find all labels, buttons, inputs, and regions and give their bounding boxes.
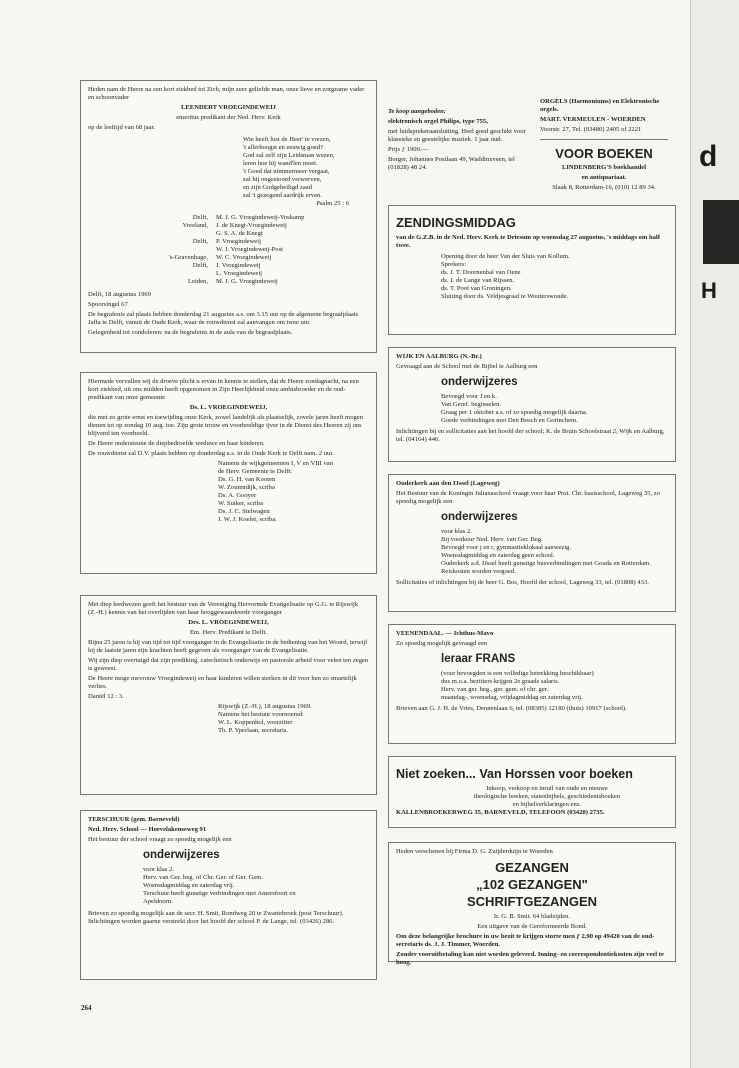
- vacancy-veenendaal: VEENENDAAL. — Ichthus-Mavo Zo spoedig mogelijk gevraagd een leraar FRANS (voor bevoegden is een volledige betrekking beschikbaar) dus m.o.a. bezitters krijgen 2e graads salaris. Herv. van ger. beg., ger. gem. of chr. ger. maandag-, woensdag, vrijdagmiddag en zaterdag vrij. Brieven aan G. J. H. de Vries, Dennenlaan 6, tel. (08385) 12180 (thuis) 10917 (school).: [388, 624, 676, 744]
- obituary-notice-evangelisation: Met diep leedwezen geeft het bestuur van de Vereniging Hervormde Evangelisatie op G.G. te Rijswijk (Z.-H.) kennis van het overlijden van haar hooggewaardeerde voorganger Drs. L. VROEGINDEWEIJ, Em. Herv. Predikant te Delft. Bijna 25 jaren is hij van tijd tot tijd voorganger in de Evangelisatie in de bediening van het Woord, terwijl hij de laatste jaren zijn krachten heeft gegeven als voorganger van de Evangelisatie. Wij zijn diep overtuigd dat zijn prediking, catechetisch onderwijs en pastorale arbeid voor velen ten zegen is geweest. De Heere moge mevrouw Vroegindeweij en haar kinderen willen sterken in dit voor hen zo smartelijk verlies. Daniël 12 : 3. Rijswijk (Z.-H.), 18 augustus 1969. Namens het bestuur voornoemd: W. L. Koppenhol, voorzitter Th. P. Yperlaan, secretaris.: [80, 595, 377, 795]
- obituary-notice-congregation: Hiermede vervullen wij de droeve plicht u ervan in kennis te stellen, dat de Heere zondagnacht, na een kort ziekbed, uit ons midden heeft opgenomen in Zijn Heerlijkheid onze ambtsbroeder en de oud-predikant van onze gemeente Ds. L. VROEGINDEWEIJ, die met zo grote ernst en toewijding onze Kerk, zowel landelijk als plaatselijk, zovele jaren heeft mogen dienen tot op zondag 10 aug. toe. Zijn grote trouw en voorbeeldige ijver in de Dienst des Heeren zij ons blijvend ten voorbeeld. De Heere ondersteune de diepbedroefde weduwe en haar kinderen. De rouwdienst zal D.V. plaats hebben op donderdag a.s. in de Oude Kerk te Delft nam. 2 uur. Namens de wijkgemeenten I, V en VIII van de Herv. Gemeente te Delft: Ds. G. H. van Kooten W. Zoutendijk, scriba Ds. A. Gooyer W. Suiker, scriba Ds. J. C. Stelwagen J. W. J. Koelet, scriba.: [80, 372, 377, 574]
- ad-organ-for-sale: Te koop aangeboden: elektronisch orgel Philips, type 755, met luidsprekeraansluiting. Heel goed geschikt voor klassieke en geestelijke muziek. 1 jaar oud. Prijs ƒ 1900.— Borger, Johannes Postlaan 49, Waddinxveen, tel (01828) 48 24.: [388, 108, 526, 171]
- ad-mission-afternoon: ZENDINGSMIDDAG van de G.Z.B. in de Ned. Herv. Kerk te Driesum op woensdag 27 augustus, 's middags om half twee. Opening door de heer Van der Sluis van Kollum. Sprekers: ds. J. T. Doornenbal van Oene ds. J. de Lange van Rijssen. ds. T. Poot van Groningen. Sluiting door ds. Veldjesgraaf te Wouterswoude.: [388, 205, 676, 335]
- brochure-title: SCHRIFTGEZANGEN: [467, 894, 597, 909]
- ad-organs-dealer: ORGELS (Harmoniums) en Elektronische orgels. MART. VERMEULEN - WOERDEN Voorstr. 27, Tel. (03480) 2405 of 2221: [540, 98, 660, 133]
- obituary-intro: Heden nam de Heere na een kort ziekbed tot Zich, mijn zeer geliefde man, onze lieve en zorgzame vader en schoonvader: [88, 86, 365, 101]
- brochure-title: GEZANGEN: [495, 860, 569, 875]
- vacancy-heading: onderwijzeres: [441, 511, 518, 523]
- condolence-info: Gelegenheid tot condoleren: na de begrafenis in de aula van de begraafplaats.: [88, 329, 293, 336]
- funeral-info: De begrafenis zal plaats hebben donderdag 21 augustus a.s. om 3.15 uur op de algemene begraafplaats Jaffa te Delft, vanuit de Oude Kerk, waar de rouwdienst zal aanvangen om twee uur.: [88, 311, 359, 326]
- bible-verse: Daniël 12 : 3.: [88, 693, 124, 700]
- ad-heading: VOOR BOEKEN: [555, 146, 653, 161]
- adjacent-page-fragment: H: [701, 278, 717, 303]
- adjacent-page-image: [703, 200, 739, 264]
- deceased-age: op de leeftijd van 68 jaar.: [88, 124, 156, 131]
- deceased-title: emeritus predikant der Ned. Herv. Kerk: [176, 114, 281, 121]
- vacancy-ouderkerk: Ouderkerk aan den IJssel (Lageweg) Het Bestuur van de Koningin Julianaschool vraagt voor haar Prot. Chr. basisschool, Lageweg 35, zo spoedig mogelijk een onderwijzeres voor klas 2. Bij voorkeur Ned. Herv. van Ger. Beg. Bevoegd voor j en r, gymnastieklokaal aanwezig. Woensdagmiddag en zaterdag geen school. Ouderkerk a.d. IJssel heeft gunstige busverbindingen met Gouda en Rotterdam. Reiskosten worden vergoed. Sollicitaties of inlichtingen bij de heer G. Bos, Hoofd der school, Lageweg 33, tel. (01808) 433.: [388, 474, 676, 612]
- notice-address: Spoorsingel 67: [88, 301, 128, 308]
- ad-van-horssen-books: Niet zoeken... Van Horssen voor boeken Inkoop, verkoop en inruil van oude en nieuwe theologische boeken, statenbijbels, geschiedenisboeken en bijbelverklaringen enz. KALLENBROEKERWEG 35, BARNEVELD, TELEFOON (03420) 2735.: [388, 756, 676, 828]
- page-number: 264: [81, 1004, 92, 1012]
- ad-gezangen-brochure: Heden verschenen bij Firma D. G. Zuijderduijn te Woerden GEZANGEN „102 GEZANGEN" SCHRIFTGEZANGEN Ir. G. B. Smit. 64 bladzijden. Een uitgave van de Gereformeerde Bond. Om deze belangrijke brochure in uw bezit te krijgen storte men ƒ 2,90 op 49420 van de oud-secretaris ds. J. J. Timmer, Woerden. Zonder vooruitbetaling kan niet worden geleverd. Inning- en correspondentiekosten zijn veel te hoog.: [388, 842, 676, 962]
- signatories: Rijswijk (Z.-H.), 18 augustus 1969. Namens het bestuur voornoemd: W. L. Koppenhol, voorzitter Th. P. Yperlaan, secretaris.: [218, 703, 312, 734]
- signatories: Namens de wijkgemeenten I, V en VIII van de Herv. Gemeente te Delft: Ds. G. H. van Kooten W. Zoutendijk, scriba Ds. A. Gooyer W. Suiker, scriba Ds. J. C. Stelwagen J. W. J. Koelet, scriba.: [218, 460, 333, 523]
- poem: Wie heeft lust de Heer' te vrezen, 't allerhoogst en eeuwig goed? God zal zelf zijn Leidsman wezen, leren hoe hij wand'len moet. 't Goed dat nimmermeer vergaat, zal hij ongestoord verwerven, en zijn Godgeheiligd zaad zal 't gezegend aardrijk erven. Psalm 25 : 6: [88, 136, 369, 208]
- notice-date: Delft, 18 augustus 1969: [88, 291, 152, 298]
- deceased-name: Drs. L. VROEGINDEWEIJ,: [188, 619, 269, 626]
- psalm-reference: Psalm 25 : 6: [316, 200, 349, 207]
- adjacent-page-fragment: d: [699, 140, 718, 173]
- ad-bookshop: VOOR BOEKEN LINDENBERG'S boekhandel en antiquariaat. Slaak 8, Rotterdam-16, (010) 12 89 34.: [540, 139, 668, 199]
- vacancy-wijk-aalburg: WIJK EN AALBURG (N.-Br.) Gevraagd aan de School met de Bijbel te Aalburg een onderwijzeres Bevoegd voor J en k. Van Geref. beginselen. Graag per 1 oktober a.s. of zo spoedig mogelijk daarna. Goede verbindingen met Den Bosch en Gorinchem. Inlichtingen bij en sollicitaties aan het hoofd der school; K. de Bruin Schoolstraat 2, Wijk en Aalburg, tel. (04164) 446.: [388, 347, 676, 462]
- ad-heading: ZENDINGSMIDDAG: [396, 215, 516, 230]
- obituary-notice-family: [80, 80, 377, 353]
- family-list: Delft, M. J. G. Vroegindeweij-Voskamp Vreeland, J. de Knegt-Vroegindeweij G. S. A. de Knegt Delft, P. Vroegindeweij W. J. Vroegindeweij-Post 's-Gravenhage, W. C. Vroegindeweij Delft, J. Vroegindeweij L. Vroegindeweij Leiden, M. J. G. Vroegindeweij: [168, 214, 305, 285]
- vacancy-heading: onderwijzeres: [143, 849, 220, 861]
- ad-heading: Niet zoeken... Van Horssen voor boeken: [396, 767, 633, 781]
- adjacent-page-edge: [690, 0, 739, 1068]
- vacancy-heading: onderwijzeres: [441, 376, 518, 388]
- vacancy-terschuur: TERSCHUUR (gem. Barneveld) Ned. Herv. School — Hoevelakenseweg 91 Het bestuur der school vraagt zo spoedig mogelijk een onderwijzeres voor klas 2. Herv. van Ger. beg. of Chr. Ger. of Ger. Gem. Woensdagmiddag en zaterdag vrij. Terschuur heeft gunstige verbindingen met Amersfoort en Apeldoorn. Brieven zo spoedig mogelijk aan de secr. H. Smit, Rondweg 20 te Zwartebroek (post Terschuur). Inlichtingen worden gaarne verstrekt door het hoofd der school P. de Lange, tel. (03426) 286.: [80, 810, 377, 980]
- vacancy-heading: leraar FRANS: [441, 653, 516, 665]
- deceased-name: Ds. L. VROEGINDEWEIJ,: [189, 404, 268, 411]
- brochure-title: „102 GEZANGEN": [476, 877, 588, 892]
- deceased-name: LEENDERT VROEGINDEWEIJ: [181, 104, 276, 111]
